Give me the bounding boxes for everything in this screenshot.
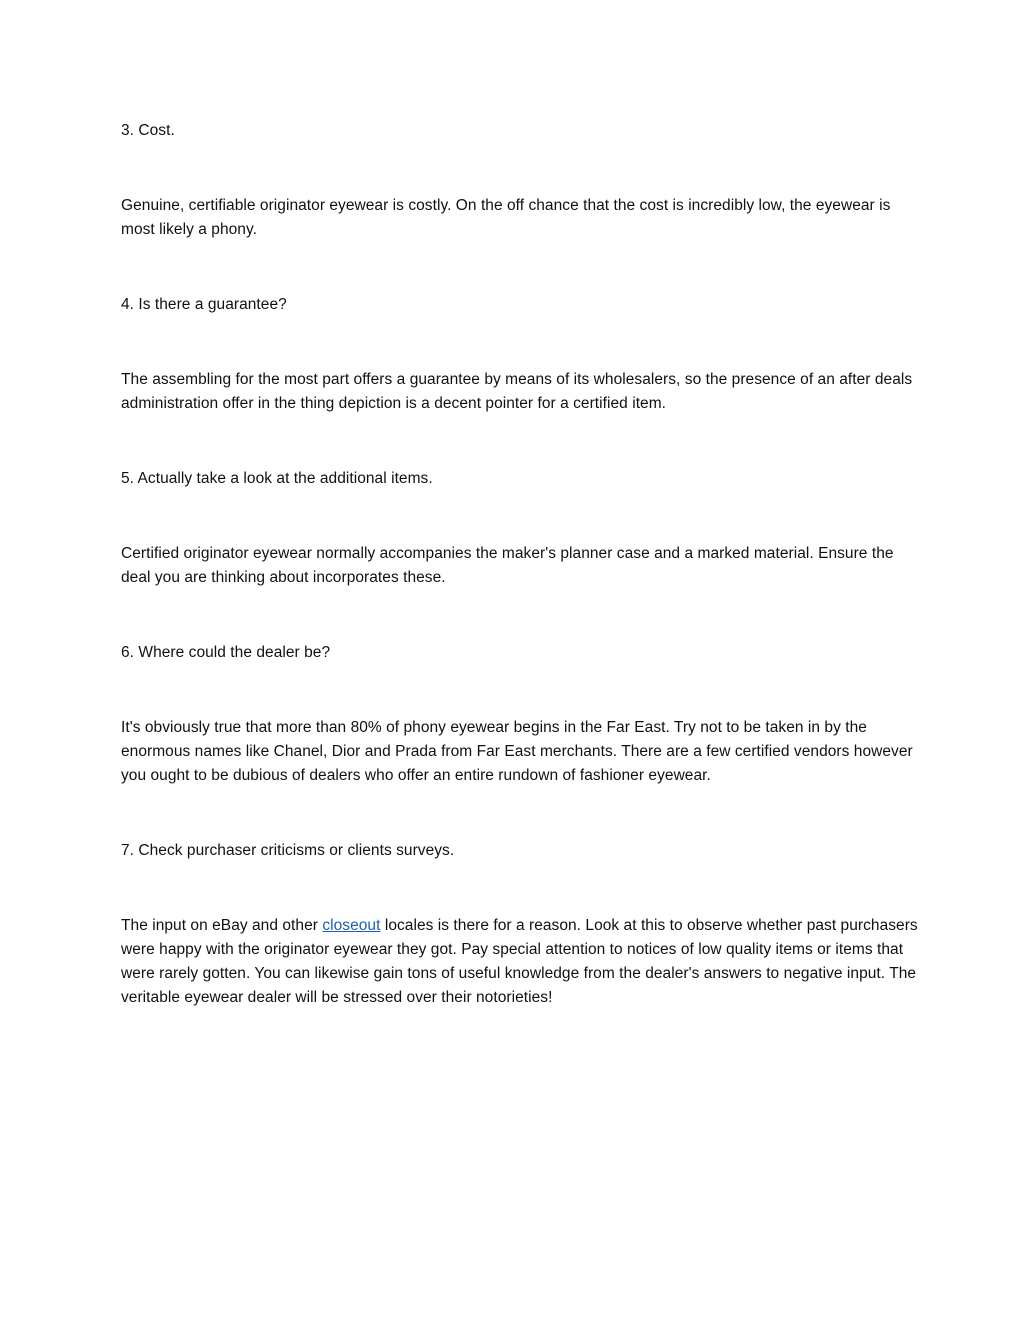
section-heading-purchaser-reviews: 7. Check purchaser criticisms or clients surveys.: [121, 842, 455, 859]
section-heading-cost: 3. Cost.: [121, 122, 175, 139]
section-heading-dealer-location: 6. Where could the dealer be?: [121, 644, 331, 661]
section-body-additional-items: Certified originator eyewear normally accompanies the maker's planner case and a marked material. Ensure the deal you are thinking about incorporates these.: [121, 545, 894, 586]
section-heading-additional-items: 5. Actually take a look at the additional items.: [121, 470, 433, 487]
reviews-text-before-link: The input on eBay and other: [121, 917, 323, 934]
section-body-guarantee: The assembling for the most part offers a guarantee by means of its wholesalers, so the presence of an after deals administration offer in the thing depiction is a decent pointer for a certified item.: [121, 371, 913, 412]
section-body-purchaser-reviews: [121, 914, 921, 1010]
closeout-link[interactable]: closeout: [322, 917, 381, 934]
reviews-text-after-link: locales is there for a reason. Look at this to observe whether past purchasers were happy with the originator eyewear they got. Pay special attention to notices of low quality items or items that were rarely gotten. You can likewise gain tons of useful knowledge from the dealer's answers to negative input. The veritable eyewear dealer will be stressed over their notorieties!: [121, 917, 918, 1006]
section-body-cost: Genuine, certifiable originator eyewear is costly. On the off chance that the cost is incredibly low, the eyewear is most likely a phony.: [121, 197, 891, 238]
section-heading-guarantee: 4. Is there a guarantee?: [121, 296, 287, 313]
document-content: [121, 119, 921, 1010]
section-body-dealer-location: It's obviously true that more than 80% of phony eyewear begins in the Far East. Try not to be taken in by the enormous names like Chanel, Dior and Prada from Far East merchants. There are a few certified vendors however you ought to be dubious of dealers who offer an entire rundown of fashioner eyewear.: [121, 719, 913, 784]
